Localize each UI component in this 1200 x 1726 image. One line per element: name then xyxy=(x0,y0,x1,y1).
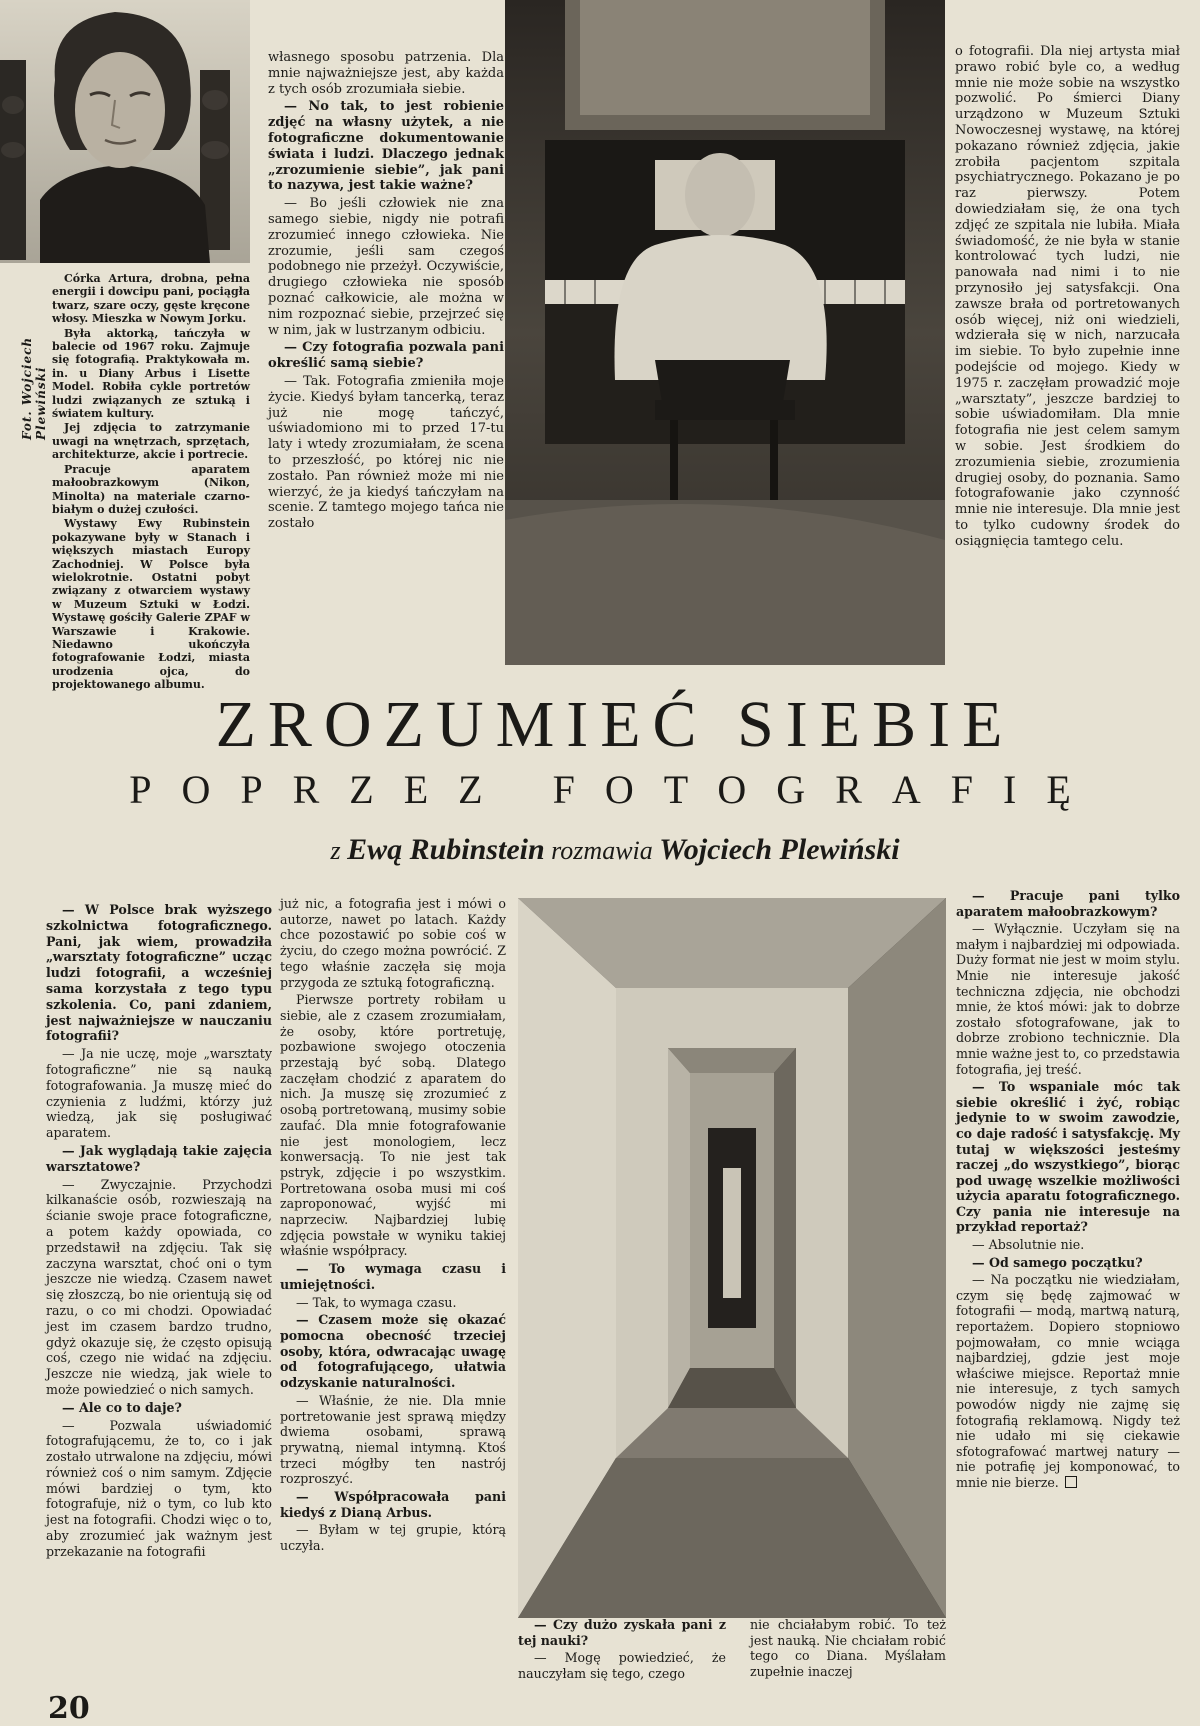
text-continued: własnego sposobu patrzenia. Dla mnie najważniejsze jest, aby każda z tych osób zrozumiała siebie. xyxy=(268,50,504,97)
caption-paragraph: Była aktorką, tańczyła w balecie od 1967 roku. Zajmuje się fotografią. Praktykowała m. in. u Diany Arbus i Lisette Model. Robiła cykle portretów ludzi związanych ze sztuką i światem kultury. xyxy=(52,326,250,421)
bottom-column-2 xyxy=(280,896,506,1556)
question: — Współpracowała pani kiedyś z Dianą Arbus. xyxy=(280,1489,506,1520)
answer: — Absolutnie nie. xyxy=(956,1237,1180,1253)
pianist-photo-icon xyxy=(505,0,945,665)
under-photo-left xyxy=(518,1617,726,1683)
corridor-photo-icon xyxy=(518,898,946,1618)
corridor-photo xyxy=(518,898,946,1618)
byline-prefix: z xyxy=(330,836,348,865)
answer: — Bo jeśli człowiek nie zna samego siebie, nigdy nie potrafi zrozumieć innego człowieka. Nie zrozumie, jeśli sam czegoś podobnego nie przeżył. Oczywiście, drugiego człowieka nie sposób poznać całkowicie, ale można w nim rozpoznać siebie, przejrzeć się w nim, jak w lustrzanym odbiciu. xyxy=(268,196,504,338)
portrait-photo xyxy=(0,0,250,263)
caption-paragraph: Pracuje aparatem małoobrazkowym (Nikon, Minolta) na materiale czarno-białym o dużej czułości. xyxy=(52,462,250,516)
text-continued: już nic, a fotografia jest i mówi o autorze, nawet po latach. Każdy chce pozostawić po sobie coś w życiu, do czego można powrócić. Z tego właśnie zaczęła się moja przygoda ze sztuką fotograficzną. xyxy=(280,896,506,990)
answer: — Byłam w tej grupie, którą uczyła. xyxy=(280,1522,506,1553)
top-column-4 xyxy=(955,44,1180,552)
paragraph: Pierwsze portrety robiłam u siebie, ale z czasem zrozumiałam, że osoby, które portretuję, pozbawione swojego otoczenia przestają być sobą. Dlatego zaczęłam chodzić z aparatem do nich. Ja muszę się zrozumieć z osobą portretowaną, musimy sobie zaufać. Dla mnie fotografowanie nie jest monologiem, lecz konwersacją. To nie jest tak pstryk, zdjęcie i po wszystkim. Portretowana osoba musi mi coś zaproponować, wyjść mi naprzeciw. Najbardziej lubię zdjęcia powstałe w wyniku takiej właśnie współpracy. xyxy=(280,992,506,1259)
question: — Ale co to daje? xyxy=(46,1400,272,1416)
question: — Pracuje pani tylko aparatem małoobrazkowym? xyxy=(956,888,1180,919)
byline-author: Wojciech Plewiński xyxy=(659,833,900,866)
text-continued: nie chciałabym robić. To też jest nauką. Nie chciałam robić tego co Diana. Myślałam zupełnie inaczej xyxy=(750,1617,946,1679)
question: — To wspaniale móc tak siebie określić i żyć, robiąc jedynie to w swoim zawodzie, co daje radość i satysfakcję. My tutaj w większości jesteśmy raczej „do wszystkiego”, biorąc pod uwagę wszelkie możliwości użycia aparatu fotograficznego. Czy pania nie interesuje na przykład reportaż? xyxy=(956,1079,1180,1235)
answer: — Mogę powiedzieć, że nauczyłam się tego, czego xyxy=(518,1650,726,1681)
question: — To wymaga czasu i umiejętności. xyxy=(280,1261,506,1292)
caption-paragraph: Jej zdjęcia to zatrzymanie uwagi na wnętrzach, sprzętach, architekturze, akcie i portrecie. xyxy=(52,421,250,462)
byline-mid: rozmawia xyxy=(544,836,660,865)
answer: — Wyłącznie. Uczyłam się na małym i najbardziej mi odpowiada. Duży format nie jest w moim stylu. Mnie nie interesuje jakość techniczna zdjęcia, nie obchodzi mnie, że ktoś mówi: jak to dobrze zostało sfotografowane, jak to dobrze zrobiono technicznie. Dla mnie ważne jest to, co przedstawia fotografia, jej treść. xyxy=(956,921,1180,1077)
page-number: 20 xyxy=(48,1691,90,1726)
question: — W Polsce brak wyższego szkolnictwa fotograficznego. Pani, jak wiem, prowadziła „warsztaty fotograficzne” ucząc ludzi fotografii, a wcześniej sama korzystała z tego typu szkolenia. Co, pani zdaniem, jest najważniejsze w nauczaniu fotografii? xyxy=(46,902,272,1044)
top-column-2 xyxy=(268,50,504,534)
question: — No tak, to jest robienie zdjęć na własny użytek, a nie fotograficzne dokumentowanie świata i ludzi. Dlaczego jednak „zrozumienie siebie”, jak pani to nazywa, jest takie ważne? xyxy=(268,99,504,194)
under-photo-right xyxy=(750,1617,946,1681)
pianist-photo xyxy=(505,0,945,665)
subheadline: POPRZEZ FOTOGRAFIĘ xyxy=(129,767,1101,812)
answer: — Ja nie uczę, moje „warsztaty fotograficzne” nie są nauką fotografowania. Ja muszę mieć do czynienia z ludźmi, którzy już wiedzą, jak się posługiwać aparatem. xyxy=(46,1046,272,1141)
answer: — Właśnie, że nie. Dla mnie portretowanie jest sprawą między dwiema osobami, sprawą prywatną, niemal intymną. Ktoś trzeci mógłby ten nastrój rozproszyć. xyxy=(280,1393,506,1487)
question: — Czy fotografia pozwala pani określić samą siebie? xyxy=(268,340,504,372)
end-mark-icon xyxy=(1065,1476,1077,1488)
bottom-column-4 xyxy=(956,888,1180,1493)
answer: — Pozwala uświadomić fotografującemu, że to, co i jak zostało utrwalone na zdjęciu, mówi również coś o nim samym. Zdjęcie mówi bardziej o tym, kto fotografuje, niż o tym, co lub kto jest na fotografii. Chodzi więc o to, aby zrozumieć jak ważnym jest przekazanie na fotografii xyxy=(46,1418,272,1560)
answer: — Zwyczajnie. Przychodzi kilkanaście osób, rozwieszają na ścianie swoje prace fotograficzne, a potem każdy opowiada, co przedstawił na zdjęciu. Tak się zaczyna warsztat, choć oni o tym jeszcze nie wiedzą. Czasem nawet się złoszczą, bo nie orientują się od razu, o co mi chodzi. Opowiadać jest im czasem bardzo trudno, gdyż okazuje się, że często opisują coś, czego nie widać na zdjęciu. Jeszcze nie wiedzą, jak wiele to może powiedzieć o nich samych. xyxy=(46,1177,272,1398)
headline: ZROZUMIEĆ SIEBIE xyxy=(215,688,1015,761)
photo-credit: Fot. Wojciech Plewiński xyxy=(20,336,48,440)
portrait-photo-icon xyxy=(0,0,250,263)
question: — Czy dużo zyskała pani z tej nauki? xyxy=(518,1617,726,1648)
bottom-column-1 xyxy=(46,902,272,1562)
question: — Jak wyglądają takie zajęcia warsztatowe? xyxy=(46,1143,272,1175)
question: — Czasem może się okazać pomocna obecność trzeciej osoby, która, odwracając uwagę od fotografującego, ułatwia odzyskanie naturalności. xyxy=(280,1312,506,1391)
answer-text: Na początku nie wiedziałam, czym się będę zajmować w fotografii — modą, martwą naturą, reportażem. Dopiero stopniowo pojmowałam, co mnie wciąga najbardziej, gdzie jest moje właściwe miejsce. Reportaż mnie nie interesuje, z tych samych powodów nigdy nie zajmę się fotografią reklamową. Nigdy też nie udało mi się ciekawie sfotografować martwej natury — nie potrafię jej komponować, to mnie nie bierze. xyxy=(956,1272,1180,1490)
text-continued: o fotografii. Dla niej artysta miał prawo robić byle co, a według mnie nie może sobie na wszystko pozwolić. Po śmierci Diany urządzono w Muzeum Sztuki Nowoczesnej wystawę, na której pokazano również zdjęcia, jakie zrobiła pacjentom szpitala psychiatrycznego. Pokazano je po raz pierwszy. Potem dowiedziałam się, że ona tych zdjęć ze szpitala nie lubiła. Miała świadomość, że nie była w stanie kontrolować tych ludzi, nie panowała nad nimi i to nie przynosiło jej satysfakcji. Ona zawsze brała od portretowanych osób więcej, niż oni wiedzieli, wdzierała się w nich, narzucała im siebie. To było zupełnie inne podejście od mojego. Kiedy w 1975 r. zaczęłam prowadzić moje „warsztaty”, jeszcze bardziej to sobie uświadomiłam. Dla mnie fotografia nie jest celem samym w sobie. Jest środkiem do zrozumienia siebie, zrozumienia drugiej osoby, do poznania. Samo fotografowanie jako czynność mnie nie interesuje. Dla mnie jest to tylko cudowny środek do osiągnięcia tamtego celu. xyxy=(955,44,1180,549)
portrait-caption xyxy=(52,272,250,693)
caption-paragraph: Wystawy Ewy Rubinstein pokazywane były w Stanach i większych miastach Europy Zachodniej. W Polsce była wielokrotnie. Ostatni pobyt związany z otwarciem wystawy w Muzeum Sztuki w Łodzi. Wystawę gościły Galerie ZPAF w Warszawie i Krakowie. Niedawno ukończyła fotografowanie Łodzi, miasta urodzenia ojca, do projektowanego albumu. xyxy=(52,517,250,692)
byline xyxy=(90,834,1140,867)
caption-paragraph: Córka Artura, drobna, pełna energii i dowcipu pani, pociągła twarz, szare oczy, gęste kręcone włosy. Mieszka w Nowym Jorku. xyxy=(52,272,250,326)
answer: — Tak, to wymaga czasu. xyxy=(280,1295,506,1311)
question: — Od samego początku? xyxy=(956,1255,1180,1271)
answer xyxy=(956,1272,1180,1490)
answer: — Tak. Fotografia zmieniła moje życie. Kiedyś byłam tancerką, teraz już nie mogę tańczyć, uświadomiono mi to przed 17-tu laty i wtedy zrozumiałam, że scena to przeszłość, po której nic nie zostało. Pan również może mi nie wierzyć, że ja kiedyś tańczyłam na scenie. Z tamtego mojego tańca nie zostało xyxy=(268,374,504,532)
byline-interviewee: Ewą Rubinstein xyxy=(347,833,545,866)
